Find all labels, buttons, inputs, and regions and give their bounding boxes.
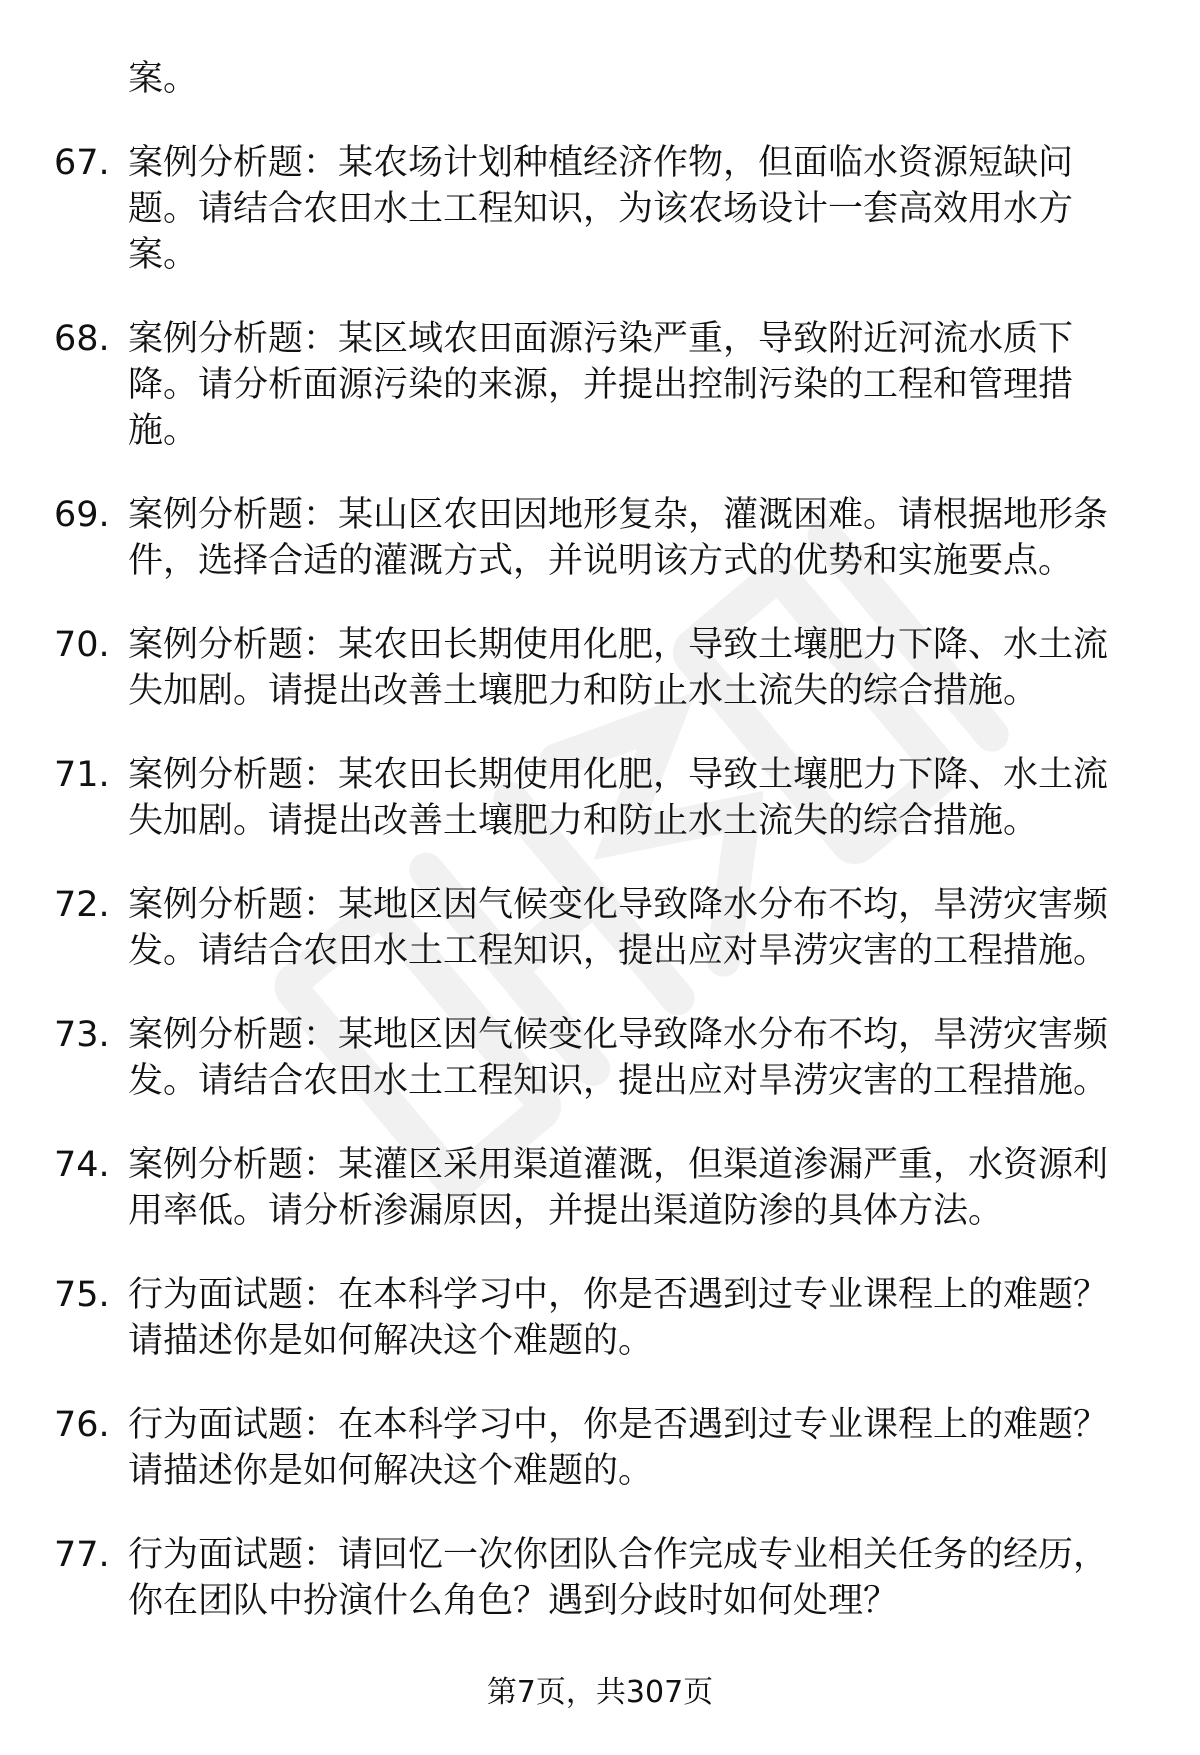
question-text: 案例分析题：某区域农田面源污染严重，导致附近河流水质下降。请分析面源污染的来源，并提出控制污染的工程和管理措施。 bbox=[128, 319, 1074, 451]
question-item bbox=[0, 140, 1138, 278]
questions-content bbox=[0, 56, 1200, 1662]
question-text: 案例分析题：某农田长期使用化肥，导致土壤肥力下降、水土流失加剧。请提出改善土壤肥力和防止水土流失的综合措施。 bbox=[128, 625, 1109, 711]
question-text: 案例分析题：某灌区采用渠道灌溉，但渠道渗漏严重，水资源利用率低。请分析渗漏原因，并提出渠道防渗的具体方法。 bbox=[128, 1145, 1109, 1231]
question-number: 69. bbox=[54, 495, 110, 535]
question-number: 75. bbox=[54, 1275, 110, 1315]
question-number: 68. bbox=[54, 319, 110, 359]
question-item bbox=[0, 316, 1138, 454]
question-text: 案例分析题：某地区因气候变化导致降水分布不均，旱涝灾害频发。请结合农田水土工程知识，提出应对旱涝灾害的工程措施。 bbox=[128, 1015, 1109, 1101]
question-text: 行为面试题：在本科学习中，你是否遇到过专业课程上的难题？请描述你是如何解决这个难题的。 bbox=[128, 1405, 1109, 1491]
question-number: 67. bbox=[54, 143, 110, 183]
question-number: 77. bbox=[54, 1535, 110, 1575]
question-text: 案例分析题：某山区农田因地形复杂，灌溉困难。请根据地形条件，选择合适的灌溉方式，并说明该方式的优势和实施要点。 bbox=[128, 495, 1109, 581]
question-item bbox=[0, 1272, 1138, 1364]
question-item bbox=[0, 1012, 1138, 1104]
question-number: 72. bbox=[54, 885, 110, 925]
question-item bbox=[0, 1532, 1138, 1624]
question-text: 案例分析题：某农田长期使用化肥，导致土壤肥力下降、水土流失加剧。请提出改善土壤肥力和防止水土流失的综合措施。 bbox=[128, 755, 1109, 841]
question-item bbox=[0, 1402, 1138, 1494]
question-item bbox=[0, 492, 1138, 584]
question-number: 74. bbox=[54, 1145, 110, 1185]
question-text: 案例分析题：某农场计划种植经济作物，但面临水资源短缺问题。请结合农田水土工程知识，为该农场设计一套高效用水方案。 bbox=[128, 143, 1074, 275]
question-list bbox=[0, 140, 1200, 1624]
question-text: 行为面试题：在本科学习中，你是否遇到过专业课程上的难题？请描述你是如何解决这个难题的。 bbox=[128, 1275, 1109, 1361]
question-number: 70. bbox=[54, 625, 110, 665]
question-item bbox=[0, 622, 1138, 714]
page-footer: 第7页，共307页 bbox=[486, 1675, 714, 1710]
question-item bbox=[0, 882, 1138, 974]
question-number: 73. bbox=[54, 1015, 110, 1055]
question-text: 案例分析题：某地区因气候变化导致降水分布不均，旱涝灾害频发。请结合农田水土工程知识，提出应对旱涝灾害的工程措施。 bbox=[128, 885, 1109, 971]
question-number: 76. bbox=[54, 1405, 110, 1445]
question-text: 行为面试题：请回忆一次你团队合作完成专业相关任务的经历，你在团队中扮演什么角色？遇到分歧时如何处理？ bbox=[128, 1535, 1109, 1621]
question-item bbox=[0, 1142, 1138, 1234]
continuation-text: 案。 bbox=[128, 59, 199, 99]
question-number: 71. bbox=[54, 755, 110, 795]
question-item bbox=[0, 752, 1138, 844]
